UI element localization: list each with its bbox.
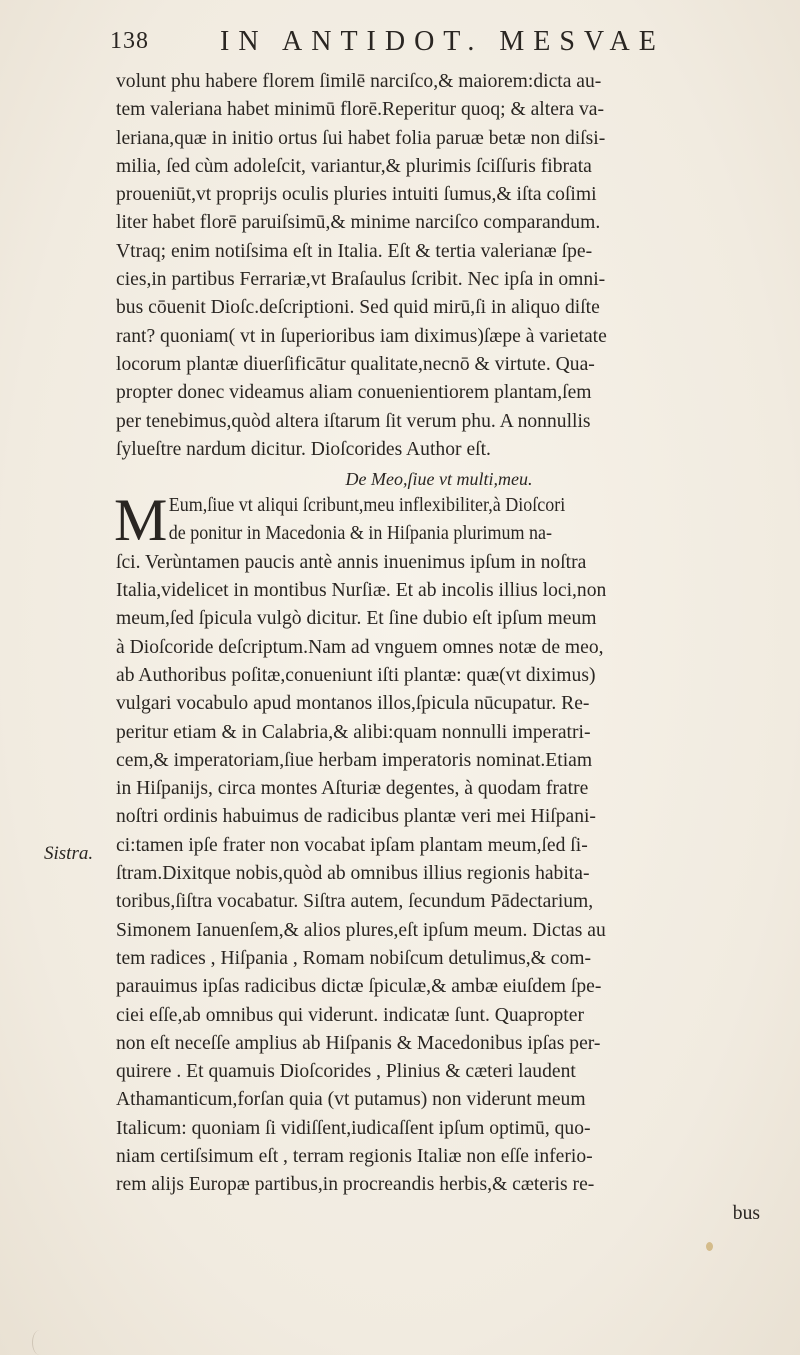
body-text <box>116 68 762 1228</box>
text-line: tem radices , Hiſpania , Romam nobiſcum detulimus,& com- <box>116 947 592 969</box>
text-line: Eum,ſiue vt aliqui ſcribunt,meu inflexibiliter,à Dioſcori <box>168 495 566 517</box>
margin-note: Sistra. <box>44 843 94 864</box>
paragraph-2-lines <box>114 487 762 1199</box>
text-line: leriana,quæ in initio ortus ſui habet folia paruæ betæ non diſsi- <box>116 127 606 149</box>
text-line: rem alijs Europæ partibus,in procreandis herbis,& cæteris re- <box>116 1174 595 1196</box>
drop-cap: M <box>114 487 168 554</box>
text-line: tem valeriana habet minimū florē.Reperitur quoq; & altera va- <box>116 99 605 121</box>
paper-stain <box>706 1242 713 1251</box>
text-line: locorum plantæ diuerſificātur qualitate,necnō & virtute. Qua- <box>116 353 595 375</box>
text-line: ciei eſſe,ab omnibus qui viderunt. indicatæ ſunt. Quapropter <box>116 1004 584 1026</box>
text-line: in Hiſpanijs, circa montes Aſturiæ degentes, à quodam fratre <box>116 778 589 800</box>
text-line: ab Authoribus poſitæ,conueniunt iſti plantæ: quæ(vt diximus) <box>116 664 596 686</box>
text-line: niam certiſsimum eſt , terram regionis Italiæ non eſſe inferio- <box>116 1145 593 1167</box>
text-line: liter habet florē paruiſsimū,& minime narciſco comparandum. <box>116 212 601 234</box>
page-edge-mark <box>32 1330 47 1355</box>
text-line: cies,in partibus Ferrariæ,vt Braſaulus ſcribit. Nec ipſa in omni- <box>116 269 606 291</box>
text-line: Simonem Ianuenſem,& alios plures,eſt ipſum meum. Dictas au <box>116 919 606 941</box>
text-line: per tenebimus,quòd altera iſtarum ſit verum phu. A nonnullis <box>116 410 591 432</box>
paragraph-1 <box>116 68 762 464</box>
text-line: de ponitur in Macedonia & in Hiſpania plurimum na- <box>168 523 553 545</box>
paragraph-2 <box>114 487 762 1228</box>
running-title: IN ANTIDOT. MESVAE <box>220 26 665 57</box>
text-line: parauimus ipſas radicibus dictæ ſpiculæ,& ambæ eiuſdem ſpe- <box>116 976 602 998</box>
text-line: ſtram.Dixitque nobis,quòd ab omnibus illius regionis habita- <box>116 863 590 885</box>
text-line: ſci. Verùntamen paucis antè annis inuenimus ipſum in noſtra <box>116 551 587 573</box>
text-line: quirere . Et quamuis Dioſcorides , Plinius & cæteri laudent <box>116 1061 576 1083</box>
text-line: ci:tamen ipſe frater non vocabat ipſam plantam meum,ſed ſi- <box>116 834 588 856</box>
catchword: bus <box>732 1202 760 1224</box>
text-line: non eſt neceſſe amplius ab Hiſpanis & Macedonibus ipſas per- <box>116 1032 601 1054</box>
page-number: 138 <box>110 28 149 54</box>
text-line: rant? quoniam( vt in ſuperioribus iam diximus)ſæpe à varietate <box>116 325 607 347</box>
text-line: Italia,videlicet in montibus Nurſiæ. Et ab incolis illius loci,non <box>116 580 607 602</box>
section-subheading: De Meo,ſiue vt multi,meu. <box>345 469 533 490</box>
text-line: bus cōuenit Dioſc.deſcriptioni. Sed quid mirū,ſi in aliquo diſte <box>116 297 600 319</box>
text-line: toribus,ſiſtra vocabatur. Siſtra autem, ſecundum Pādectarium, <box>116 891 594 913</box>
text-line: Athamanticum,forſan quia (vt putamus) non viderunt meum <box>116 1089 586 1111</box>
text-line: cem,& imperatoriam,ſiue herbam imperatoris nominat.Etiam <box>116 749 593 771</box>
text-line: volunt phu habere florem ſimilē narciſco,& maiorem:dicta au- <box>116 71 602 92</box>
text-line: Vtraq; enim notiſsima eſt in Italia. Eſt & tertia valerianæ ſpe- <box>116 240 593 262</box>
text-line: peritur etiam & in Calabria,& alibi:quam nonnulli imperatri- <box>116 721 591 743</box>
text-line: meum,ſed ſpicula vulgò dicitur. Et ſine dubio eſt ipſum meum <box>116 608 597 630</box>
text-line: propter donec videamus aliam conuenientiorem plantam,ſem <box>116 382 592 404</box>
text-line: à Dioſcoride deſcriptum.Nam ad vnguem omnes notæ de meo, <box>116 636 604 658</box>
text-line: milia, ſed cùm adoleſcit, variantur,& plurimis ſciſſuris fibrata <box>116 155 592 177</box>
running-head <box>110 26 750 62</box>
text-line: proueniūt,vt proprijs oculis pluries intuiti ſumus,& iſta coſimi <box>116 184 597 206</box>
text-line: vulgari vocabulo apud montanos illos,ſpicula nūcupatur. Re- <box>116 693 590 715</box>
text-line: Italicum: quoniam ſi vidiſſent,iudicaſſent ipſum optimū, quo- <box>116 1117 591 1139</box>
text-line: noſtri ordinis habuimus de radicibus plantæ veri mei Hiſpani- <box>116 806 596 828</box>
text-line: ſylueſtre nardum dicitur. Dioſcorides Author eſt. <box>116 438 491 460</box>
